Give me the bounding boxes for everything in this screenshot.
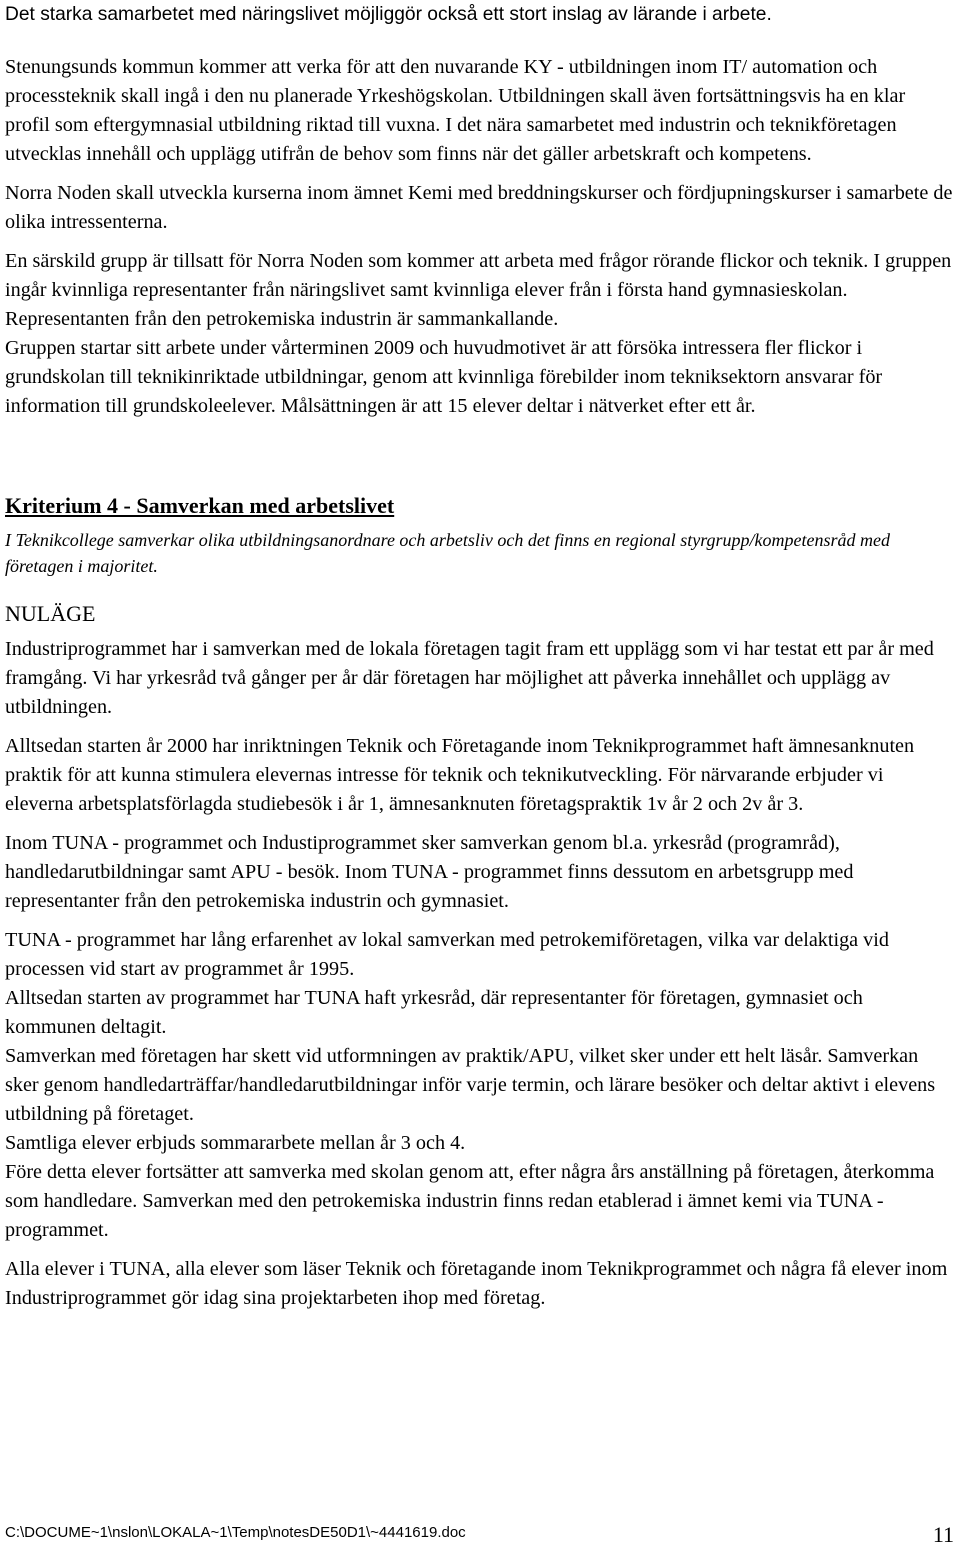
document-page	[5, 0, 955, 1313]
paragraph-intro: Det starka samarbetet med näringslivet möjliggör också ett stort inslag av lärande i arbete.	[5, 4, 772, 25]
paragraph-tuna-erfarenhet: TUNA - programmet har lång erfarenhet av lokal samverkan med petrokemiföretagen, vilka var delaktiga vid processen vid start av programmet år 1995.	[5, 929, 889, 980]
paragraph-fore-detta-elever: Före detta elever fortsätter att samverka med skolan genom att, efter några års anställning på företagen, återkomma som handledare. Samverkan med den petrokemiska industrin finns redan etablerad i ämnet kemi via TUNA - programmet.	[5, 1161, 935, 1241]
paragraph-samverkan-foretagen: Samverkan med företagen har skett vid utformningen av praktik/APU, vilket sker under ett helt läsår. Samverkan sker genom handledarträffar/handledarutbildningar inför varje termin, och lärare besöker och deltar aktivt i elevens utbildning på företaget.	[5, 1045, 936, 1125]
page-number: 11	[932, 1522, 954, 1547]
footer-file-path: C:\DOCUME~1\nslon\LOKALA~1\Temp\notesDE50D1\~4441619.doc	[5, 1524, 466, 1541]
paragraph-flickor-teknik	[5, 247, 955, 305]
paragraph-gruppen-startar: Gruppen startar sitt arbete under vårterminen 2009 och huvudmotivet är att försöka intressera fler flickor i grundskolan till teknikinriktade utbildningar, genom att kvinnliga förebilder inom tekniksektorn ansvarar för information till grundskoleelever. Målsättningen är att 15 elever deltar i nätverket efter ett år.	[5, 337, 883, 417]
paragraph-norra-noden-kemi: Norra Noden skall utveckla kurserna inom ämnet Kemi med breddningskurser och fördjupningskurser i samarbete de olika intressenterna.	[5, 182, 953, 233]
paragraph-industriprogrammet: Industriprogrammet har i samverkan med de lokala företagen tagit fram ett upplägg som vi har testat ett par år med framgång. Vi har yrkesråd två gånger per år där företagen har möjlighet att påverka innehållet och upplägg av utbildningen.	[5, 638, 934, 718]
paragraph-alltsedan-2000: Alltsedan starten år 2000 har inriktningen Teknik och Företagande inom Teknikprogrammet haft ämnesanknuten praktik för att kunna stimulera elevernas intresse för teknik och teknikutveckling. För närvarande erbjuder vi eleverna arbetsplatsförlagda studiebesök i år 1, ämnesanknuten företagspraktik 1v år 2 och 2v år 3.	[5, 735, 915, 815]
paragraph-flickor-teknik-part1: En särskild grupp är tillsatt för Norra Noden som kommer att arbeta med frågor rörande flickor och teknik.	[5, 250, 869, 272]
section-subtitle: I Teknikcollege samverkar olika utbildningsanordnare och arbetsliv och det finns en regional styrgrupp/kompetensråd med företagen i majoritet.	[5, 530, 891, 576]
paragraph-flickor-teknik-part2: I gruppen ingår kvinnliga representanter från näringslivet samt kvinnliga elever från i första hand gymnasieskolan.	[5, 250, 952, 301]
paragraph-representant: Representanten från den petrokemiska industrin är sammankallande.	[5, 308, 559, 330]
paragraph-alltsedan-tuna: Alltsedan starten av programmet har TUNA haft yrkesråd, där representanter för företagen, gymnasiet och kommunen deltagit.	[5, 987, 863, 1038]
nulage-heading: NULÄGE	[5, 601, 96, 626]
section-heading: Kriterium 4 - Samverkan med arbetslivet	[5, 493, 395, 518]
paragraph-sommararbete: Samtliga elever erbjuds sommararbete mellan år 3 och 4.	[5, 1132, 466, 1154]
paragraph-alla-elever: Alla elever i TUNA, alla elever som läser Teknik och företagande inom Teknikprogrammet och några få elever inom Industriprogrammet gör idag sina projektarbeten ihop med företag.	[5, 1258, 948, 1309]
paragraph-stenungsund: Stenungsunds kommun kommer att verka för att den nuvarande KY - utbildningen inom IT/ automation och processteknik skall ingå i den nu planerade Yrkeshögskolan. Utbildningen skall även fortsättningsvis ha en klar profil som eftergymnasial utbildning riktad till vuxna. I det nära samarbetet med industrin och teknikföretagen utvecklas innehåll och upplägg utifrån de behov som finns när det gäller arbetskraft och kompetens.	[5, 56, 906, 165]
paragraph-inom-tuna: Inom TUNA - programmet och Industiprogrammet sker samverkan genom bl.a. yrkesråd (programråd), handledarutbildningar samt APU - besök. Inom TUNA - programmet finns dessutom en arbetsgrupp med representanter från den petrokemiska industrin och gymnasiet.	[5, 832, 854, 912]
